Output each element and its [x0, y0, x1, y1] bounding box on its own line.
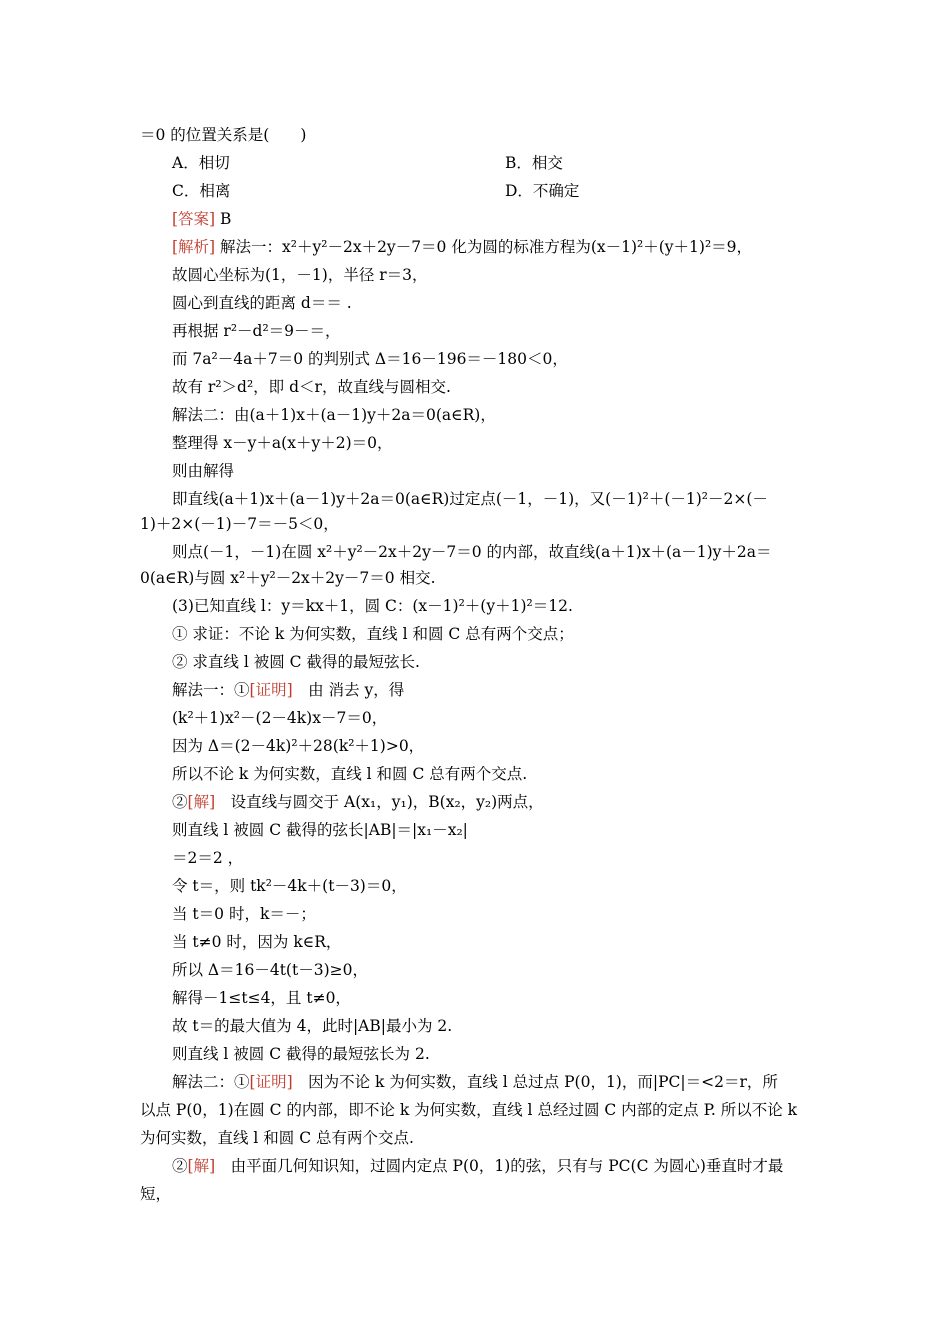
text-line: 则点(－1，－1)在圆 x²＋y²－2x＋2y－7＝0 的内部，故直线(a＋1)x＋(a－1)y＋2a＝ — [172, 543, 772, 561]
analysis-text: 解法一：x²＋y²－2x＋2y－7＝0 化为圆的标准方程为(x－1)²＋(y＋1)²＝9， — [220, 238, 753, 256]
text-line: 所以 Δ＝16－4t(t－3)≥0， — [172, 961, 368, 979]
analysis-line-1 — [172, 237, 752, 257]
question-tail: ＝0 的位置关系是( ) — [140, 126, 307, 144]
step-label: ② — [172, 793, 188, 811]
part-3-heading: (3)已知直线 l：y＝kx＋1，圆 C：(x－1)²＋(y＋1)²＝12. — [172, 597, 573, 615]
method-2-proof-line — [172, 1072, 778, 1092]
text-line: 即直线(a＋1)x＋(a－1)y＋2a＝0(a∈R)过定点(－1，－1)，又(－1)²＋(－1)²－2×(－ — [172, 490, 768, 508]
text-line: 而 7a²－4a＋7＝0 的判别式 Δ＝16－196＝－180＜0， — [172, 350, 568, 368]
text-line: 故 t＝的最大值为 4，此时|AB|最小为 2. — [172, 1017, 453, 1035]
proof-text: 因为不论 k 为何实数，直线 l 总过点 P(0，1)，而|PC|＝<2＝r，所 — [292, 1073, 778, 1091]
text-line: 以点 P(0，1)在圆 C 的内部，即不论 k 为何实数，直线 l 总经过圆 C 内部的定点 P. 所以不论 k — [140, 1101, 798, 1119]
text-line: 所以不论 k 为何实数，直线 l 和圆 C 总有两个交点. — [172, 765, 528, 783]
text-line: 整理得 x－y＋a(x＋y＋2)＝0， — [172, 434, 393, 452]
step-label: ② — [172, 1157, 188, 1175]
analysis-tag: [解析] — [172, 238, 216, 256]
text-line: (k²＋1)x²－(2－4k)x－7＝0， — [172, 709, 388, 727]
option-a: A．相切 — [172, 154, 230, 172]
text-line: 为何实数，直线 l 和圆 C 总有两个交点. — [140, 1129, 414, 1147]
text-line: 则直线 l 被圆 C 截得的弦长|AB|＝|x₁－x₂| — [172, 821, 468, 839]
method-label: 解法二：① — [172, 1073, 250, 1091]
method-1-solution-line — [172, 792, 544, 812]
proof-tag: [证明] — [249, 681, 293, 699]
solution-tag: [解] — [187, 1157, 216, 1175]
text-line: 当 t＝0 时，k＝－； — [172, 905, 316, 923]
solution-tag: [解] — [187, 793, 216, 811]
text-line: 故圆心坐标为(1，－1)，半径 r＝3， — [172, 266, 428, 284]
text-line: 当 t≠0 时，因为 k∈R， — [172, 933, 342, 951]
text-line: 令 t＝，则 tk²－4k＋(t－3)＝0， — [172, 877, 407, 895]
text-line: 0(a∈R)与圆 x²＋y²－2x＋2y－7＝0 相交. — [140, 569, 436, 587]
text-line: 解得－1≤t≤4，且 t≠0， — [172, 989, 351, 1007]
solution-text: 由平面几何知识知，过圆内定点 P(0，1)的弦，只有与 PC(C 为圆心)垂直时才最 — [215, 1157, 784, 1175]
text-line: 则由解得 — [172, 462, 235, 480]
method-2-solution-line — [172, 1156, 783, 1176]
method-1-proof-line — [172, 680, 404, 700]
proof-tag: [证明] — [249, 1073, 293, 1091]
answer-tag: [答案] — [172, 210, 216, 228]
method-label: 解法一：① — [172, 681, 250, 699]
text-line: 因为 Δ＝(2－4k)²＋28(k²＋1)>0， — [172, 737, 425, 755]
answer-line — [172, 209, 231, 229]
text-line: ＝2＝2 ， — [172, 849, 244, 867]
text-line: 1)＋2×(－1)－7＝－5＜0， — [140, 515, 339, 533]
solution-text: 设直线与圆交于 A(x₁，y₁)，B(x₂，y₂)两点， — [215, 793, 544, 811]
task-1: ① 求证：不论 k 为何实数，直线 l 和圆 C 总有两个交点； — [172, 625, 574, 643]
task-2: ② 求直线 l 被圆 C 截得的最短弦长. — [172, 653, 420, 671]
option-b: B．相交 — [505, 154, 563, 172]
answer-value: B — [220, 210, 232, 228]
text-line: 短， — [140, 1185, 172, 1203]
option-d: D．不确定 — [505, 182, 580, 200]
proof-text: 由 消去 y，得 — [292, 681, 405, 699]
option-c: C．相离 — [172, 182, 231, 200]
text-line: 则直线 l 被圆 C 截得的最短弦长为 2. — [172, 1045, 430, 1063]
text-line: 解法二：由(a＋1)x＋(a－1)y＋2a＝0(a∈R)， — [172, 406, 496, 424]
text-line: 故有 r²＞d²，即 d＜r，故直线与圆相交. — [172, 378, 451, 396]
text-line: 再根据 r²－d²＝9－＝， — [172, 322, 341, 340]
text-line: 圆心到直线的距离 d＝＝ . — [172, 294, 352, 312]
